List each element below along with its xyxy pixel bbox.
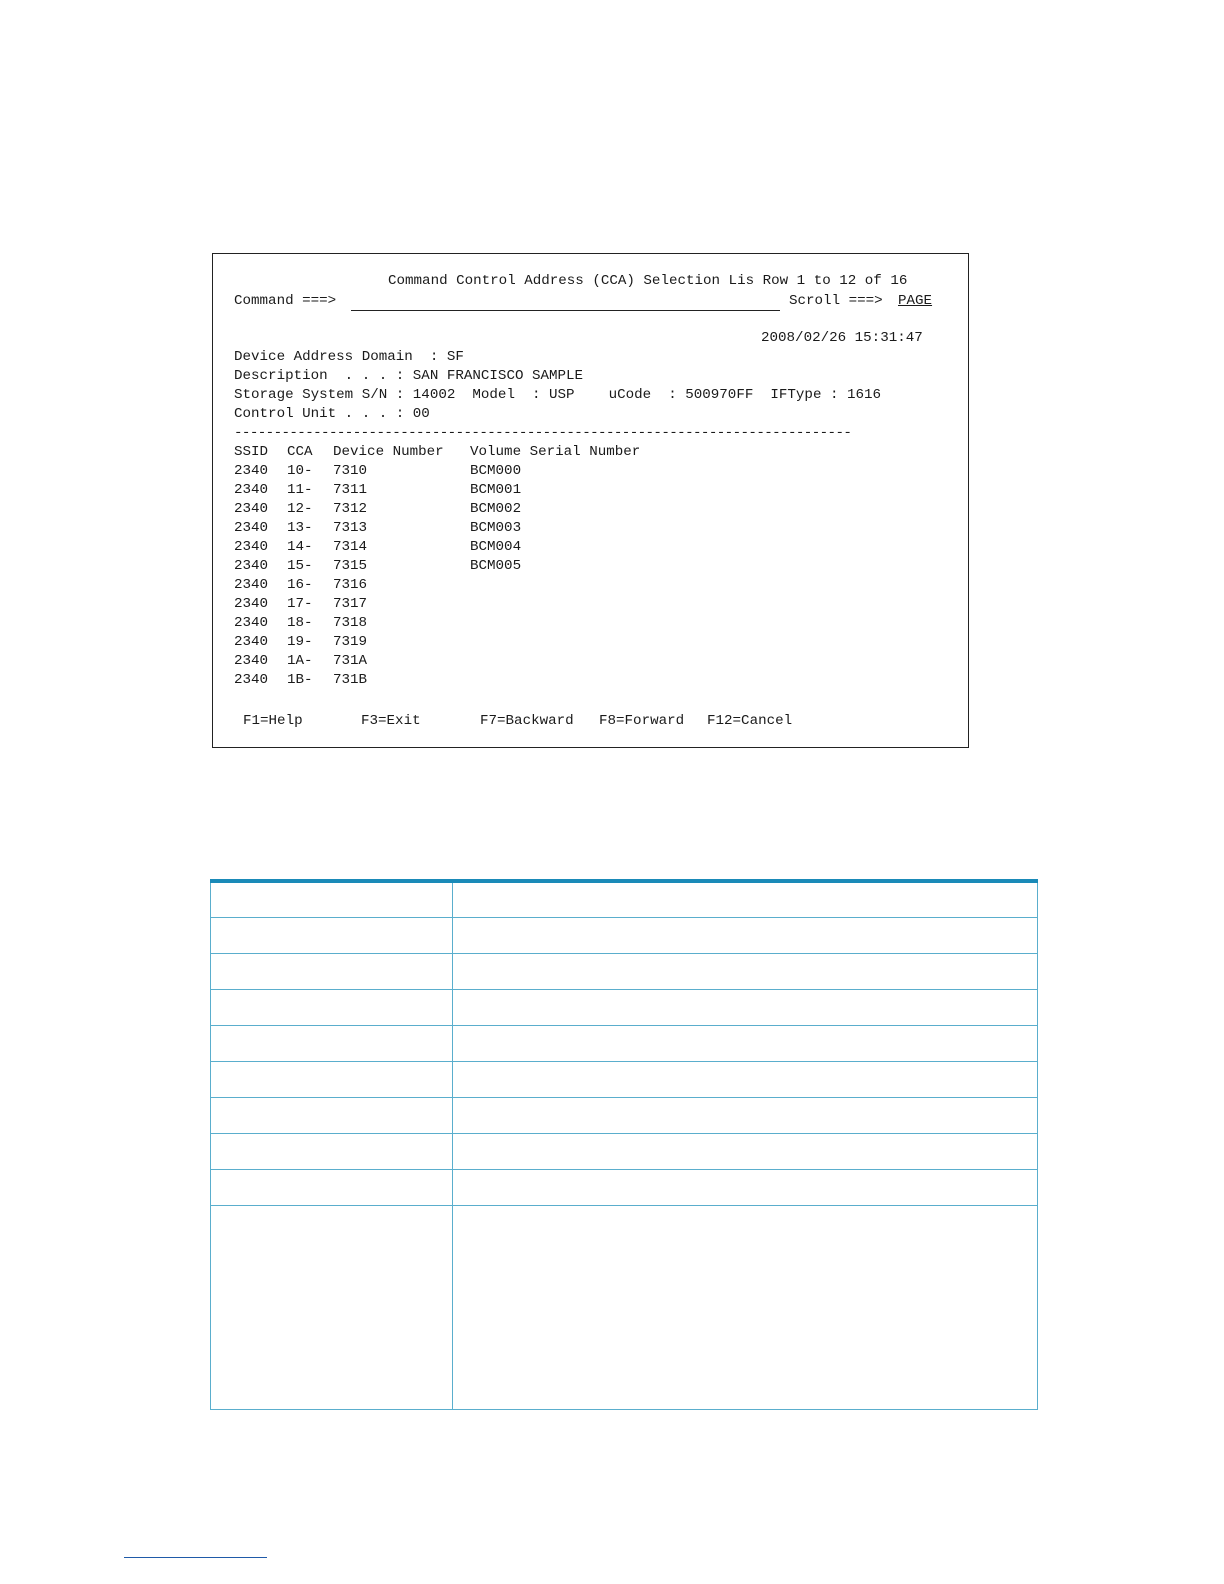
table-cell: [211, 1098, 453, 1134]
header-cca: CCA: [287, 444, 313, 460]
volume-serial-cell: BCM002: [470, 501, 522, 517]
device-address-domain: Device Address Domain : SF: [234, 349, 464, 365]
control-unit: Control Unit . . . : 00: [234, 406, 430, 422]
header-ssid: SSID: [234, 444, 269, 460]
table-cell: [453, 990, 1038, 1026]
table-cell: [453, 918, 1038, 954]
ssid-cell: 2340: [234, 672, 269, 688]
table-row[interactable]: [234, 462, 934, 481]
exit-key[interactable]: F3=Exit: [361, 713, 421, 729]
field-description-table: [210, 879, 1038, 1410]
cca-cell: 18-: [287, 615, 313, 631]
table-row[interactable]: [234, 614, 934, 633]
table-row[interactable]: [234, 481, 934, 500]
device-number-cell: 7313: [333, 520, 368, 536]
ssid-cell: 2340: [234, 520, 269, 536]
device-number-cell: 7319: [333, 634, 368, 650]
table-header-row: [211, 881, 1038, 918]
table-cell: [453, 1062, 1038, 1098]
cca-cell: 17-: [287, 596, 313, 612]
table-row[interactable]: [234, 519, 934, 538]
table-row: [211, 1026, 1038, 1062]
header-device-number: Device Number: [333, 444, 444, 460]
ssid-cell: 2340: [234, 463, 269, 479]
screen-title: Command Control Address (CCA) Selection Lis Row 1 to 12 of 16: [388, 273, 908, 289]
scroll-label: Scroll ===>: [789, 293, 883, 309]
table-cell: [453, 1170, 1038, 1206]
cca-cell: 11-: [287, 482, 313, 498]
volume-serial-cell: BCM000: [470, 463, 522, 479]
table-cell: [453, 1206, 1038, 1410]
command-label: Command ===>: [234, 293, 337, 309]
table-cell: [211, 1134, 453, 1170]
cca-cell: 19-: [287, 634, 313, 650]
device-number-cell: 731A: [333, 653, 368, 669]
volume-serial-cell: BCM004: [470, 539, 522, 555]
table-row: [211, 990, 1038, 1026]
ssid-cell: 2340: [234, 577, 269, 593]
table-row[interactable]: [234, 500, 934, 519]
cca-cell: 16-: [287, 577, 313, 593]
volume-serial-cell: BCM003: [470, 520, 522, 536]
command-input[interactable]: [351, 292, 780, 311]
table-cell: [211, 881, 453, 918]
help-key[interactable]: F1=Help: [243, 713, 303, 729]
storage-system-info: Storage System S/N : 14002 Model : USP uCode : 500970FF IFType : 1616: [234, 387, 882, 403]
ssid-cell: 2340: [234, 501, 269, 517]
volume-serial-cell: BCM001: [470, 482, 522, 498]
table-row[interactable]: [234, 576, 934, 595]
table-row: [211, 1206, 1038, 1410]
ssid-cell: 2340: [234, 539, 269, 555]
description: Description . . . : SAN FRANCISCO SAMPLE: [234, 368, 584, 384]
device-number-cell: 7310: [333, 463, 368, 479]
device-number-cell: 731B: [333, 672, 368, 688]
table-row[interactable]: [234, 633, 934, 652]
table-cell: [453, 1098, 1038, 1134]
table-row: [211, 1134, 1038, 1170]
ssid-cell: 2340: [234, 558, 269, 574]
ssid-cell: 2340: [234, 482, 269, 498]
backward-key[interactable]: F7=Backward: [480, 713, 574, 729]
device-number-cell: 7312: [333, 501, 368, 517]
forward-key[interactable]: F8=Forward: [599, 713, 685, 729]
device-number-cell: 7317: [333, 596, 368, 612]
table-row[interactable]: [234, 652, 934, 671]
cca-cell: 1A-: [287, 653, 313, 669]
table-row[interactable]: [234, 557, 934, 576]
device-number-cell: 7318: [333, 615, 368, 631]
cca-cell: 10-: [287, 463, 313, 479]
cancel-key[interactable]: F12=Cancel: [707, 713, 793, 729]
table-row[interactable]: [234, 538, 934, 557]
table-cell: [211, 954, 453, 990]
table-cell: [211, 918, 453, 954]
table-row[interactable]: [234, 595, 934, 614]
table-cell: [211, 1206, 453, 1410]
cca-cell: 12-: [287, 501, 313, 517]
table-row[interactable]: [234, 671, 934, 690]
separator-line: ------------------------------------------------------------------------------: [234, 425, 852, 441]
ssid-cell: 2340: [234, 615, 269, 631]
cca-list: [234, 462, 934, 690]
ssid-cell: 2340: [234, 653, 269, 669]
header-volume-serial: Volume Serial Number: [470, 444, 641, 460]
table-cell: [453, 1134, 1038, 1170]
scroll-amount-field[interactable]: PAGE: [898, 293, 933, 309]
timestamp: 2008/02/26 15:31:47: [761, 330, 923, 346]
cca-cell: 15-: [287, 558, 313, 574]
function-key-bar: [243, 712, 943, 731]
table-row: [211, 918, 1038, 954]
cca-cell: 1B-: [287, 672, 313, 688]
table-cell: [453, 881, 1038, 918]
table-row: [211, 1098, 1038, 1134]
device-number-cell: 7314: [333, 539, 368, 555]
table-cell: [211, 1062, 453, 1098]
table-row: [211, 1170, 1038, 1206]
cca-cell: 13-: [287, 520, 313, 536]
ssid-cell: 2340: [234, 634, 269, 650]
table-cell: [211, 1170, 453, 1206]
footer-link-rule[interactable]: [124, 1557, 267, 1558]
device-number-cell: 7311: [333, 482, 368, 498]
table-row: [211, 954, 1038, 990]
table-cell: [211, 990, 453, 1026]
table-cell: [453, 1026, 1038, 1062]
table-row: [211, 1062, 1038, 1098]
ssid-cell: 2340: [234, 596, 269, 612]
device-number-cell: 7316: [333, 577, 368, 593]
column-headers: [234, 443, 934, 462]
table-cell: [453, 954, 1038, 990]
device-number-cell: 7315: [333, 558, 368, 574]
volume-serial-cell: BCM005: [470, 558, 522, 574]
cca-selection-screen: [212, 253, 969, 748]
table-cell: [211, 1026, 453, 1062]
cca-cell: 14-: [287, 539, 313, 555]
